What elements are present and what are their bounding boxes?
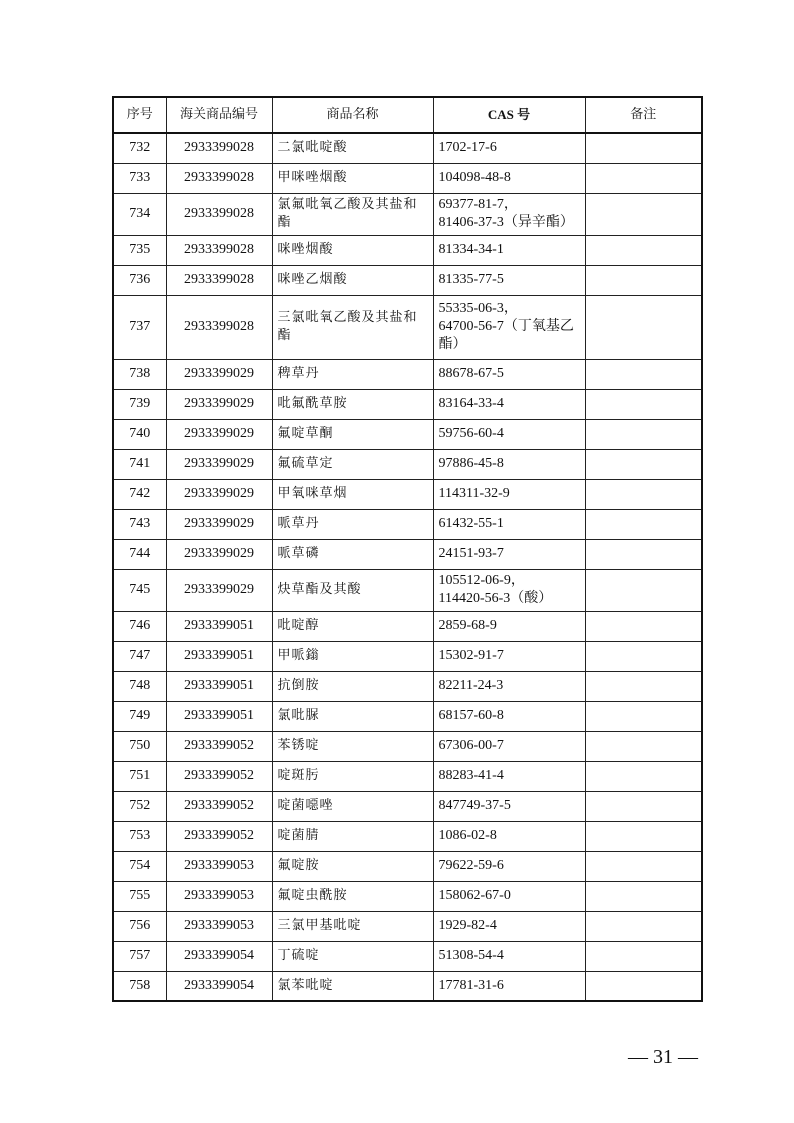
row-note [585, 671, 702, 701]
header-note: 备注 [585, 97, 702, 133]
row-seq: 743 [113, 509, 166, 539]
row-product-name: 咪唑乙烟酸 [272, 265, 433, 295]
row-customs-code: 2933399028 [166, 163, 272, 193]
row-note [585, 479, 702, 509]
row-seq: 736 [113, 265, 166, 295]
table-row [113, 193, 702, 235]
row-customs-code: 2933399051 [166, 701, 272, 731]
row-customs-code: 2933399054 [166, 971, 272, 1001]
row-product-name: 氟啶虫酰胺 [272, 881, 433, 911]
row-note [585, 821, 702, 851]
row-note [585, 265, 702, 295]
row-customs-code: 2933399028 [166, 265, 272, 295]
table-row [113, 163, 702, 193]
row-cas-number: 51308-54-4 [433, 941, 585, 971]
row-note [585, 641, 702, 671]
chemicals-table [112, 96, 703, 1002]
row-note [585, 163, 702, 193]
row-note [585, 235, 702, 265]
row-customs-code: 2933399052 [166, 791, 272, 821]
row-cas-number: 158062-67-0 [433, 881, 585, 911]
row-customs-code: 2933399052 [166, 731, 272, 761]
row-product-name: 啶菌噁唑 [272, 791, 433, 821]
row-cas-number: 88283-41-4 [433, 761, 585, 791]
header-seq: 序号 [113, 97, 166, 133]
row-product-name: 哌草磷 [272, 539, 433, 569]
table-row [113, 479, 702, 509]
row-seq: 739 [113, 389, 166, 419]
row-note [585, 731, 702, 761]
row-note [585, 389, 702, 419]
row-cas-number: 1929-82-4 [433, 911, 585, 941]
row-customs-code: 2933399052 [166, 821, 272, 851]
table-row [113, 419, 702, 449]
row-seq: 752 [113, 791, 166, 821]
row-product-name: 抗倒胺 [272, 671, 433, 701]
row-product-name: 稗草丹 [272, 359, 433, 389]
header-cas: CAS 号 [433, 97, 585, 133]
table-row [113, 671, 702, 701]
row-note [585, 295, 702, 359]
row-seq: 745 [113, 569, 166, 611]
row-customs-code: 2933399052 [166, 761, 272, 791]
row-seq: 751 [113, 761, 166, 791]
row-note [585, 569, 702, 611]
row-seq: 733 [113, 163, 166, 193]
row-customs-code: 2933399029 [166, 569, 272, 611]
row-product-name: 三氯吡氧乙酸及其盐和酯 [272, 295, 433, 359]
row-customs-code: 2933399051 [166, 641, 272, 671]
table-row [113, 881, 702, 911]
table-row [113, 133, 702, 163]
row-product-name: 氯苯吡啶 [272, 971, 433, 1001]
row-cas-number: 55335-06-3， 64700-56-7（丁氧基乙酯） [433, 295, 585, 359]
table-row [113, 851, 702, 881]
row-cas-number: 847749-37-5 [433, 791, 585, 821]
row-cas-number: 2859-68-9 [433, 611, 585, 641]
row-product-name: 咪唑烟酸 [272, 235, 433, 265]
row-product-name: 苯锈啶 [272, 731, 433, 761]
row-note [585, 941, 702, 971]
row-cas-number: 67306-00-7 [433, 731, 585, 761]
row-product-name: 啶斑肟 [272, 761, 433, 791]
table-row [113, 265, 702, 295]
row-seq: 757 [113, 941, 166, 971]
row-cas-number: 114311-32-9 [433, 479, 585, 509]
row-cas-number: 24151-93-7 [433, 539, 585, 569]
table-row [113, 449, 702, 479]
row-seq: 758 [113, 971, 166, 1001]
row-seq: 741 [113, 449, 166, 479]
row-customs-code: 2933399053 [166, 881, 272, 911]
row-customs-code: 2933399028 [166, 235, 272, 265]
row-note [585, 701, 702, 731]
row-customs-code: 2933399028 [166, 133, 272, 163]
row-customs-code: 2933399029 [166, 449, 272, 479]
table-row [113, 971, 702, 1001]
row-seq: 737 [113, 295, 166, 359]
header-product-name: 商品名称 [272, 97, 433, 133]
table-header [113, 97, 702, 133]
row-cas-number: 15302-91-7 [433, 641, 585, 671]
row-note [585, 911, 702, 941]
row-note [585, 509, 702, 539]
row-seq: 748 [113, 671, 166, 701]
row-product-name: 氟啶胺 [272, 851, 433, 881]
row-customs-code: 2933399051 [166, 671, 272, 701]
row-product-name: 三氯甲基吡啶 [272, 911, 433, 941]
row-note [585, 539, 702, 569]
row-seq: 753 [113, 821, 166, 851]
row-seq: 756 [113, 911, 166, 941]
table-row [113, 539, 702, 569]
row-seq: 749 [113, 701, 166, 731]
row-product-name: 甲哌鎓 [272, 641, 433, 671]
row-seq: 744 [113, 539, 166, 569]
row-cas-number: 69377-81-7， 81406-37-3（异辛酯） [433, 193, 585, 235]
table-row [113, 359, 702, 389]
table-row [113, 389, 702, 419]
row-customs-code: 2933399029 [166, 509, 272, 539]
table-row [113, 295, 702, 359]
row-customs-code: 2933399053 [166, 911, 272, 941]
page-number: — 31 — [628, 1046, 698, 1068]
row-product-name: 甲咪唑烟酸 [272, 163, 433, 193]
row-seq: 735 [113, 235, 166, 265]
row-note [585, 971, 702, 1001]
row-product-name: 甲氧咪草烟 [272, 479, 433, 509]
table-row [113, 701, 702, 731]
row-cas-number: 104098-48-8 [433, 163, 585, 193]
table-row [113, 611, 702, 641]
row-cas-number: 79622-59-6 [433, 851, 585, 881]
row-customs-code: 2933399029 [166, 359, 272, 389]
table-row [113, 941, 702, 971]
row-seq: 732 [113, 133, 166, 163]
row-cas-number: 82211-24-3 [433, 671, 585, 701]
row-customs-code: 2933399029 [166, 389, 272, 419]
row-cas-number: 1086-02-8 [433, 821, 585, 851]
table-row [113, 821, 702, 851]
row-cas-number: 17781-31-6 [433, 971, 585, 1001]
row-product-name: 二氯吡啶酸 [272, 133, 433, 163]
page-number-footer [0, 1046, 794, 1069]
row-note [585, 851, 702, 881]
row-cas-number: 1702-17-6 [433, 133, 585, 163]
row-seq: 738 [113, 359, 166, 389]
row-product-name: 氟啶草酮 [272, 419, 433, 449]
row-cas-number: 68157-60-8 [433, 701, 585, 731]
table-row [113, 761, 702, 791]
row-seq: 740 [113, 419, 166, 449]
row-note [585, 359, 702, 389]
row-note [585, 449, 702, 479]
row-note [585, 419, 702, 449]
row-note [585, 761, 702, 791]
row-product-name: 吡啶醇 [272, 611, 433, 641]
row-customs-code: 2933399029 [166, 419, 272, 449]
table-row [113, 731, 702, 761]
row-note [585, 881, 702, 911]
row-note [585, 193, 702, 235]
row-customs-code: 2933399028 [166, 193, 272, 235]
row-product-name: 氯吡脲 [272, 701, 433, 731]
row-product-name: 啶菌腈 [272, 821, 433, 851]
table-row [113, 641, 702, 671]
row-cas-number: 59756-60-4 [433, 419, 585, 449]
row-customs-code: 2933399029 [166, 539, 272, 569]
row-seq: 755 [113, 881, 166, 911]
header-row [113, 97, 702, 133]
table-body [113, 133, 702, 1001]
row-product-name: 哌草丹 [272, 509, 433, 539]
row-cas-number: 81335-77-5 [433, 265, 585, 295]
table-row [113, 569, 702, 611]
table-row [113, 509, 702, 539]
row-customs-code: 2933399053 [166, 851, 272, 881]
row-product-name: 吡氟酰草胺 [272, 389, 433, 419]
row-cas-number: 81334-34-1 [433, 235, 585, 265]
row-cas-number: 105512-06-9， 114420-56-3（酸） [433, 569, 585, 611]
row-product-name: 炔草酯及其酸 [272, 569, 433, 611]
row-note [585, 611, 702, 641]
row-seq: 754 [113, 851, 166, 881]
table-row [113, 791, 702, 821]
row-customs-code: 2933399029 [166, 479, 272, 509]
row-customs-code: 2933399028 [166, 295, 272, 359]
row-cas-number: 61432-55-1 [433, 509, 585, 539]
row-seq: 746 [113, 611, 166, 641]
row-cas-number: 97886-45-8 [433, 449, 585, 479]
row-note [585, 791, 702, 821]
row-seq: 734 [113, 193, 166, 235]
row-customs-code: 2933399054 [166, 941, 272, 971]
header-customs-code: 海关商品编号 [166, 97, 272, 133]
row-seq: 750 [113, 731, 166, 761]
row-seq: 742 [113, 479, 166, 509]
row-product-name: 丁硫啶 [272, 941, 433, 971]
row-note [585, 133, 702, 163]
row-cas-number: 83164-33-4 [433, 389, 585, 419]
row-customs-code: 2933399051 [166, 611, 272, 641]
row-seq: 747 [113, 641, 166, 671]
table-row [113, 235, 702, 265]
table-row [113, 911, 702, 941]
row-product-name: 氟硫草定 [272, 449, 433, 479]
row-cas-number: 88678-67-5 [433, 359, 585, 389]
row-product-name: 氯氟吡氧乙酸及其盐和酯 [272, 193, 433, 235]
